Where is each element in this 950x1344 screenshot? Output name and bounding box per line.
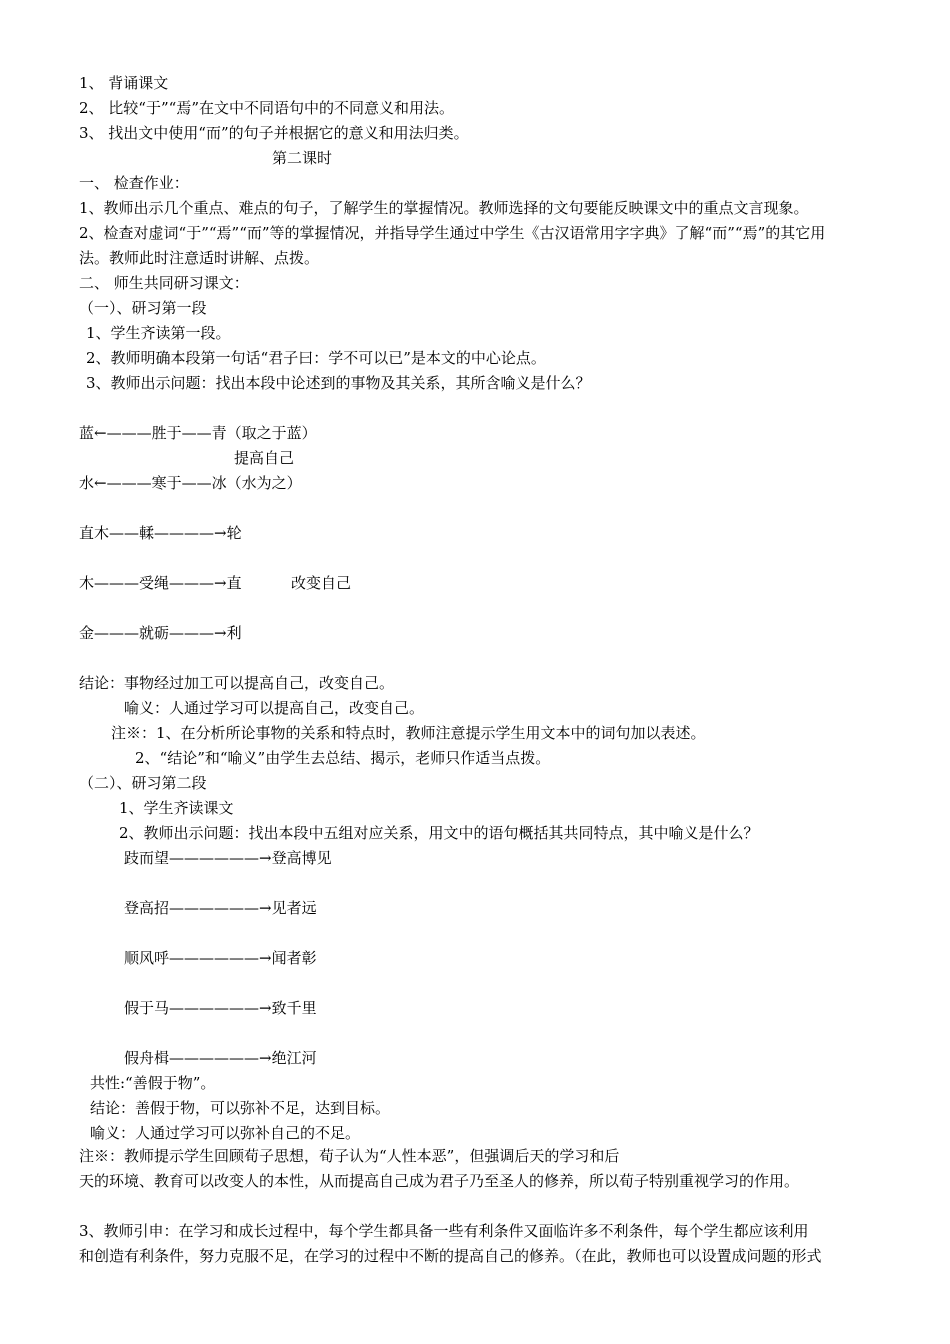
relation-line: 假舟楫——————→绝江河 xyxy=(124,1049,317,1067)
text-line: 一、 检查作业： xyxy=(79,174,189,192)
text-line: 1、学生齐读第一段。 xyxy=(86,324,231,342)
relation-line: 蓝←———胜于——青（取之于蓝） xyxy=(79,424,317,442)
text-line: 3、 找出文中使用“而”的句子并根据它的意义和用法归类。 xyxy=(79,124,469,142)
text-line: 2、教师明确本段第一句话“君子曰：学不可以已”是本文的中心论点。 xyxy=(86,349,546,367)
text-line: 结论：善假于物，可以弥补不足，达到目标。 xyxy=(90,1099,391,1117)
relation-label: 改变自己 xyxy=(291,574,352,592)
text-line: 2、检查对虚词“于”“焉”“而”等的掌握情况，并指导学生通过中学生《古汉语常用字字典》了解“而”“焉”的其它用 xyxy=(79,224,826,242)
text-line: 1、教师出示几个重点、难点的句子，了解学生的掌握情况。教师选择的文句要能反映课文中的重点文言现象。 xyxy=(79,199,809,217)
relation-line: 直木——輮————→轮 xyxy=(79,524,242,542)
text-line: 注※：教师提示学生回顾荀子思想，荀子认为“人性本恶”，但强调后天的学习和后 xyxy=(79,1147,620,1165)
text-line: 2、“结论”和“喻义”由学生去总结、揭示，老师只作适当点拨。 xyxy=(135,749,551,767)
text-line: 3、教师引申：在学习和成长过程中，每个学生都具备一些有利条件又面临许多不利条件，每个学生都应该利用 xyxy=(79,1222,809,1240)
relation-line: 水←———寒于——冰（水为之） xyxy=(79,474,302,492)
relation-line: 假于马——————→致千里 xyxy=(124,999,317,1017)
text-line: 喻义：人通过学习可以弥补自己的不足。 xyxy=(90,1124,361,1142)
text-line: 3、教师出示问题：找出本段中论述到的事物及其关系，其所含喻义是什么？ xyxy=(86,374,591,392)
text-line: 法。教师此时注意适时讲解、点拨。 xyxy=(79,249,320,267)
relation-line: 木———受绳———→直 xyxy=(79,574,242,592)
text-line: 喻义：人通过学习可以提高自己，改变自己。 xyxy=(124,699,425,717)
text-line: 2、 比较“于”“焉”在文中不同语句中的不同意义和用法。 xyxy=(79,99,454,117)
text-line: 1、学生齐读课文 xyxy=(119,799,234,817)
text-line: （一）、研习第一段 xyxy=(79,299,207,317)
relation-line: 金———就砺———→利 xyxy=(79,624,242,642)
text-line: 和创造有利条件，努力克服不足，在学习的过程中不断的提高自己的修养。（在此，教师也可以设置成问题的形式 xyxy=(79,1247,822,1265)
text-line: 2、教师出示问题：找出本段中五组对应关系，用文中的语句概括其共同特点，其中喻义是什么？ xyxy=(119,824,759,842)
text-line: 天的环境、教育可以改变人的本性，从而提高自己成为君子乃至圣人的修养，所以荀子特别重视学习的作用。 xyxy=(79,1172,800,1190)
text-line: 注※：1、在分析所论事物的关系和特点时，教师注意提示学生用文本中的词句加以表述。 xyxy=(111,724,706,742)
section-heading: 第二课时 xyxy=(272,149,333,167)
relation-label: 提高自己 xyxy=(234,449,295,467)
text-line: 共性:“善假于物”。 xyxy=(90,1074,216,1092)
relation-line: 顺风呼——————→闻者彰 xyxy=(124,949,317,967)
text-line: 结论：事物经过加工可以提高自己，改变自己。 xyxy=(79,674,395,692)
text-line: （二）、研习第二段 xyxy=(79,774,207,792)
relation-line: 登高招——————→见者远 xyxy=(124,899,317,917)
text-line: 1、 背诵课文 xyxy=(79,74,169,92)
relation-line: 跂而望——————→登高博见 xyxy=(124,849,332,867)
text-line: 二、 师生共同研习课文： xyxy=(79,274,249,292)
